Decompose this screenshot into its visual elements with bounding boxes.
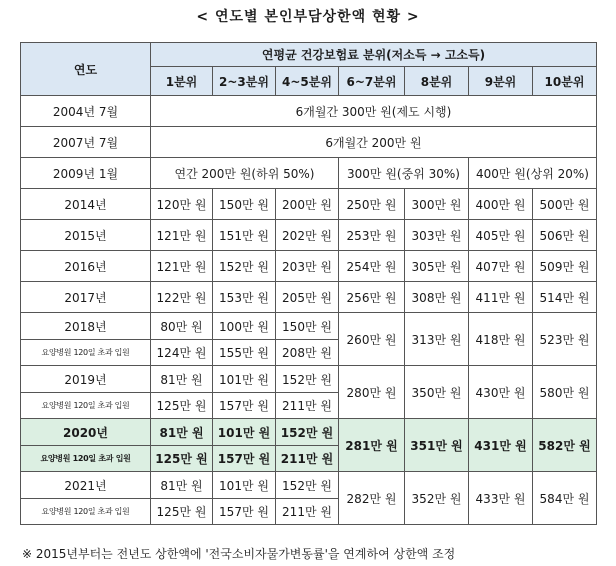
year-cell: 2020년 <box>21 419 151 446</box>
cap-cell: 157만 원 <box>213 393 276 419</box>
cap-cell: 122만 원 <box>151 282 213 313</box>
cap-cell: 101만 원 <box>213 366 276 393</box>
year-cell: 2017년 <box>21 282 151 313</box>
cap-cell: 350만 원 <box>405 366 469 419</box>
cap-cell: 80만 원 <box>151 313 213 340</box>
cap-cell: 405만 원 <box>469 220 533 251</box>
cap-cell: 400만 원(상위 20%) <box>469 158 597 189</box>
cap-cell: 200만 원 <box>276 189 339 220</box>
cap-cell: 211만 원 <box>276 393 339 419</box>
table-row <box>21 366 597 393</box>
cap-cell: 125만 원 <box>151 446 213 472</box>
year-cell: 2018년 <box>21 313 151 340</box>
copay-cap-table <box>20 42 597 525</box>
table-row <box>21 313 597 340</box>
table-row <box>21 189 597 220</box>
year-cell: 2019년 <box>21 366 151 393</box>
cap-cell: 205만 원 <box>276 282 339 313</box>
cap-cell: 124만 원 <box>151 340 213 366</box>
footnote: ※ 2015년부터는 전년도 상한액에 '전국소비자물가변동률'을 연계하여 상한액 조정 <box>22 547 456 561</box>
sub-label-cell: 요양병원 120일 초과 입원 <box>21 340 151 366</box>
cap-cell: 509만 원 <box>533 251 597 282</box>
cap-cell: 282만 원 <box>339 472 405 525</box>
year-cell: 2014년 <box>21 189 151 220</box>
cap-cell: 157만 원 <box>213 499 276 525</box>
cap-cell: 352만 원 <box>405 472 469 525</box>
cap-cell: 300만 원(중위 30%) <box>339 158 469 189</box>
cap-cell: 211만 원 <box>276 446 339 472</box>
cap-cell: 430만 원 <box>469 366 533 419</box>
cap-cell: 582만 원 <box>533 419 597 472</box>
sub-label-cell: 요양병원 120일 초과 입원 <box>21 446 151 472</box>
cap-cell: 100만 원 <box>213 313 276 340</box>
cap-cell: 256만 원 <box>339 282 405 313</box>
cap-cell: 125만 원 <box>151 499 213 525</box>
cap-cell: 152만 원 <box>276 366 339 393</box>
cap-cell: 303만 원 <box>405 220 469 251</box>
cap-cell: 433만 원 <box>469 472 533 525</box>
cap-cell: 506만 원 <box>533 220 597 251</box>
sub-label-cell: 요양병원 120일 초과 입원 <box>21 393 151 419</box>
cap-cell: 6개월간 300만 원(제도 시행) <box>151 96 597 127</box>
col-header: 6~7분위 <box>339 67 405 96</box>
cap-cell: 500만 원 <box>533 189 597 220</box>
cap-cell: 250만 원 <box>339 189 405 220</box>
cap-cell: 418만 원 <box>469 313 533 366</box>
table-row <box>21 127 597 158</box>
cap-cell: 202만 원 <box>276 220 339 251</box>
cap-cell: 152만 원 <box>213 251 276 282</box>
cap-cell: 81만 원 <box>151 419 213 446</box>
cap-cell: 400만 원 <box>469 189 533 220</box>
cap-cell: 연간 200만 원(하위 50%) <box>151 158 339 189</box>
cap-cell: 152만 원 <box>276 419 339 446</box>
year-header: 연도 <box>21 43 151 96</box>
cap-cell: 203만 원 <box>276 251 339 282</box>
col-header: 9분위 <box>469 67 533 96</box>
cap-cell: 351만 원 <box>405 419 469 472</box>
col-header: 4~5분위 <box>276 67 339 96</box>
cap-cell: 6개월간 200만 원 <box>151 127 597 158</box>
cap-cell: 101만 원 <box>213 472 276 499</box>
cap-cell: 150만 원 <box>276 313 339 340</box>
col-header: 10분위 <box>533 67 597 96</box>
col-header: 2~3분위 <box>213 67 276 96</box>
cap-cell: 157만 원 <box>213 446 276 472</box>
cap-cell: 253만 원 <box>339 220 405 251</box>
cap-cell: 260만 원 <box>339 313 405 366</box>
cap-cell: 155만 원 <box>213 340 276 366</box>
sub-label-cell: 요양병원 120일 초과 입원 <box>21 499 151 525</box>
col-header: 1분위 <box>151 67 213 96</box>
cap-cell: 514만 원 <box>533 282 597 313</box>
cap-cell: 125만 원 <box>151 393 213 419</box>
year-cell: 2004년 7월 <box>21 96 151 127</box>
year-cell: 2007년 7월 <box>21 127 151 158</box>
cap-cell: 121만 원 <box>151 251 213 282</box>
cap-cell: 431만 원 <box>469 419 533 472</box>
table-row <box>21 282 597 313</box>
table-title: < 연도별 본인부담상한액 현황 > <box>196 9 420 25</box>
cap-cell: 81만 원 <box>151 472 213 499</box>
cap-cell: 305만 원 <box>405 251 469 282</box>
cap-cell: 411만 원 <box>469 282 533 313</box>
year-cell: 2009년 1월 <box>21 158 151 189</box>
table-row <box>21 220 597 251</box>
table-row <box>21 96 597 127</box>
income-group-header: 연평균 건강보험료 분위(저소득 → 고소득) <box>151 43 597 67</box>
cap-cell: 121만 원 <box>151 220 213 251</box>
year-cell: 2016년 <box>21 251 151 282</box>
table-row <box>21 251 597 282</box>
cap-cell: 523만 원 <box>533 313 597 366</box>
year-cell: 2015년 <box>21 220 151 251</box>
cap-cell: 584만 원 <box>533 472 597 525</box>
cap-cell: 101만 원 <box>213 419 276 446</box>
cap-cell: 407만 원 <box>469 251 533 282</box>
cap-cell: 152만 원 <box>276 472 339 499</box>
cap-cell: 280만 원 <box>339 366 405 419</box>
year-cell: 2021년 <box>21 472 151 499</box>
cap-cell: 208만 원 <box>276 340 339 366</box>
cap-cell: 300만 원 <box>405 189 469 220</box>
table-row <box>21 419 597 446</box>
table-row <box>21 472 597 499</box>
cap-cell: 150만 원 <box>213 189 276 220</box>
cap-cell: 211만 원 <box>276 499 339 525</box>
cap-cell: 580만 원 <box>533 366 597 419</box>
cap-cell: 151만 원 <box>213 220 276 251</box>
cap-cell: 120만 원 <box>151 189 213 220</box>
cap-cell: 313만 원 <box>405 313 469 366</box>
cap-cell: 81만 원 <box>151 366 213 393</box>
col-header: 8분위 <box>405 67 469 96</box>
table-row <box>21 158 597 189</box>
cap-cell: 153만 원 <box>213 282 276 313</box>
cap-cell: 308만 원 <box>405 282 469 313</box>
cap-cell: 281만 원 <box>339 419 405 472</box>
cap-cell: 254만 원 <box>339 251 405 282</box>
